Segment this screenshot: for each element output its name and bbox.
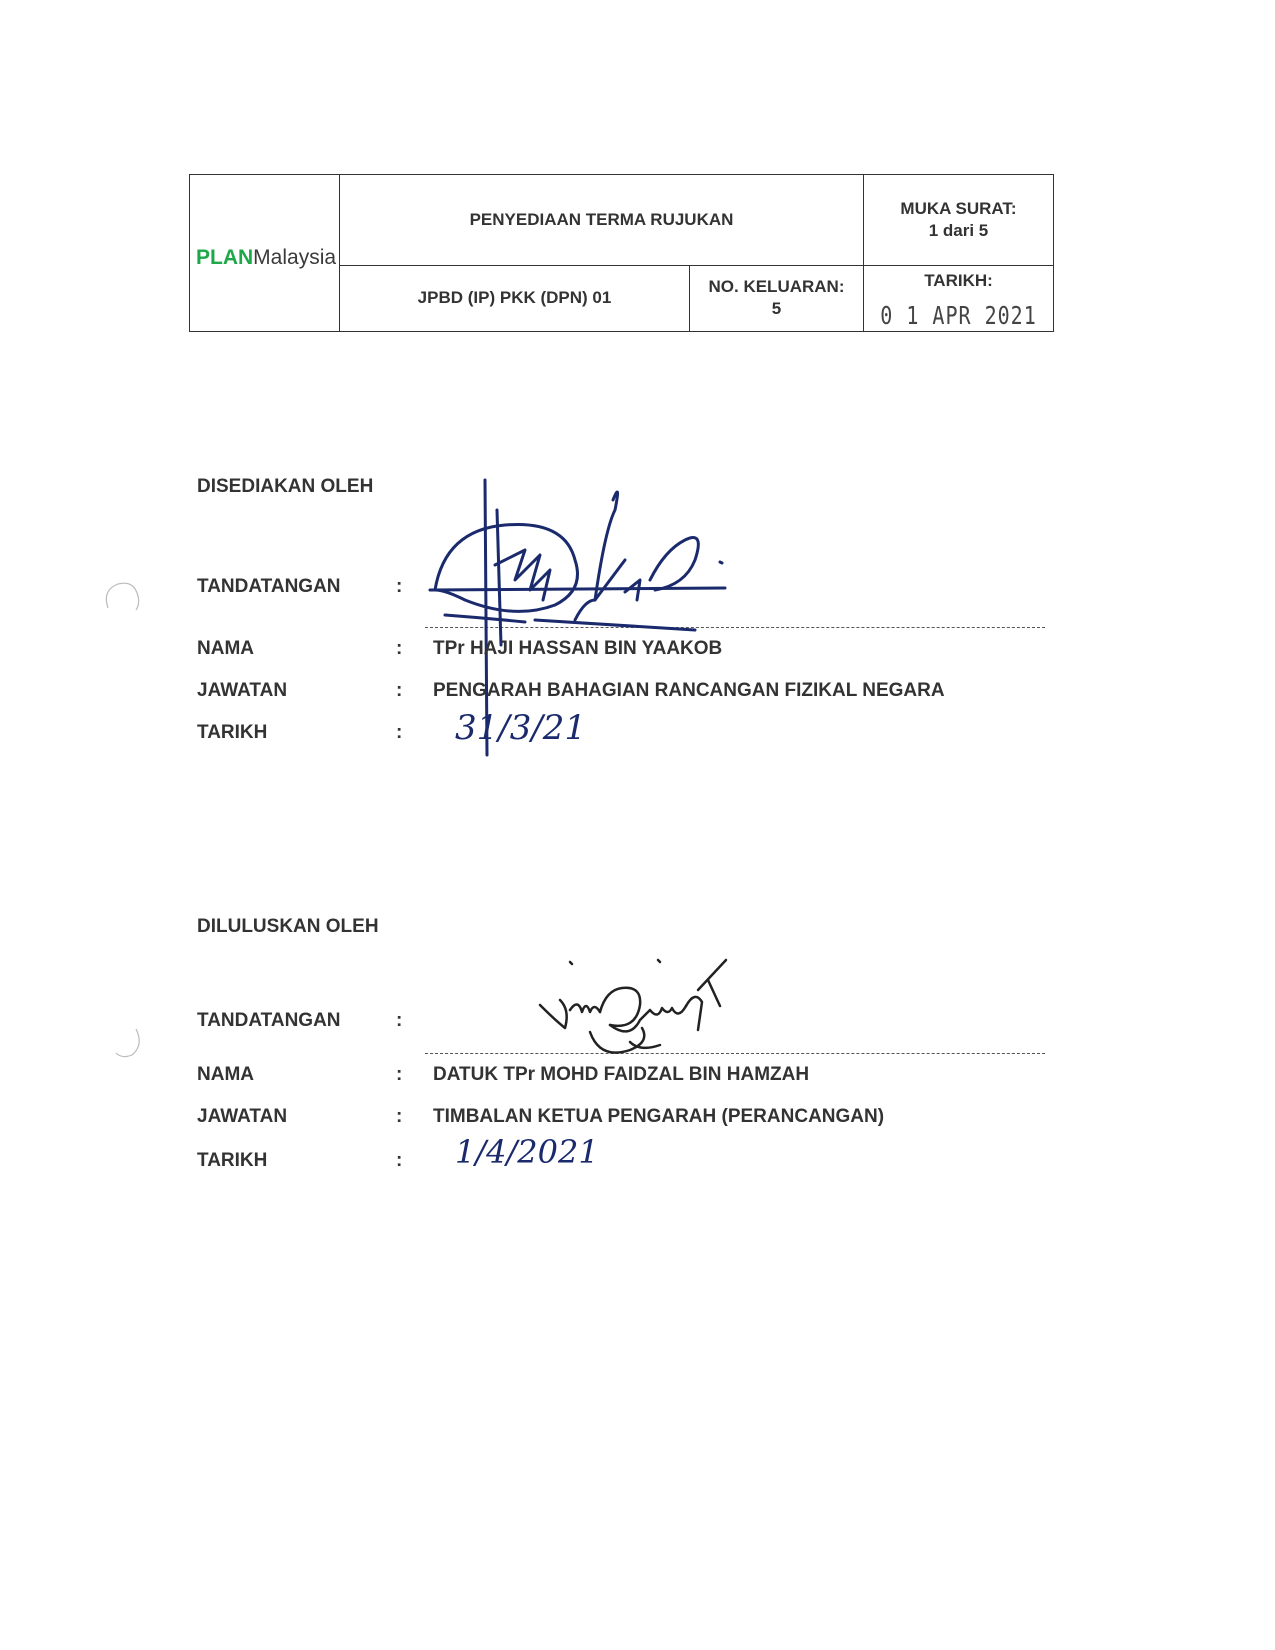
approved-name-label: NAMA: [197, 1064, 254, 1085]
page-number-cell: [864, 175, 1054, 266]
approved-signature: [530, 950, 750, 1065]
header-date-cell: [864, 265, 1054, 331]
approved-signature-label: TANDATANGAN: [197, 1010, 341, 1031]
page-label: MUKA SURAT:: [900, 198, 1017, 218]
approved-position-label: JAWATAN: [197, 1106, 288, 1127]
issue-value: 5: [771, 299, 782, 319]
punch-hole-mark-top: [100, 578, 145, 614]
approved-date-handwritten: 1/4/2021: [455, 1133, 599, 1171]
prepared-name-label: NAMA: [197, 638, 254, 659]
approved-position-colon: :: [396, 1106, 403, 1127]
prepared-position-label: JAWATAN: [197, 680, 288, 701]
prepared-position-colon: :: [396, 680, 403, 701]
planmalaysia-logo: PLANMalaysia: [196, 246, 337, 269]
approved-signature-colon: :: [396, 1010, 403, 1031]
approved-name-colon: :: [396, 1064, 403, 1085]
prepared-date-handwritten: 31/3/21: [455, 708, 587, 748]
prepared-signature-colon: :: [396, 576, 403, 597]
document-header-table: [189, 174, 1054, 332]
document-title: PENYEDIAAN TERMA RUJUKAN: [340, 175, 864, 266]
document-code: JPBD (IP) PKK (DPN) 01: [340, 265, 690, 331]
page-value: 1 dari 5: [928, 220, 989, 240]
logo-cell: [190, 175, 340, 332]
approved-by-title: DILULUSKAN OLEH: [197, 916, 379, 937]
date-stamp: 0 1 APR 2021: [880, 300, 1037, 331]
prepared-date-label: TARIKH: [197, 722, 268, 743]
issue-number-cell: [690, 265, 864, 331]
prepared-signature-label: TANDATANGAN: [197, 576, 341, 597]
approved-position-value: TIMBALAN KETUA PENGARAH (PERANCANGAN): [433, 1106, 885, 1127]
prepared-name-value: TPr HAJI HASSAN BIN YAAKOB: [433, 638, 723, 659]
punch-hole-mark-bottom: [108, 1025, 148, 1061]
header-date-label: TARIKH:: [924, 271, 993, 291]
approved-name-value: DATUK TPr MOHD FAIDZAL BIN HAMZAH: [433, 1064, 810, 1085]
prepared-date-colon: :: [396, 722, 403, 743]
prepared-position-value: PENGARAH BAHAGIAN RANCANGAN FIZIKAL NEGARA: [433, 680, 945, 701]
approved-date-colon: :: [396, 1150, 403, 1171]
issue-label: NO. KELUARAN:: [708, 277, 845, 297]
prepared-name-colon: :: [396, 638, 403, 659]
approved-date-label: TARIKH: [197, 1150, 268, 1171]
prepared-by-title: DISEDIAKAN OLEH: [197, 476, 374, 497]
